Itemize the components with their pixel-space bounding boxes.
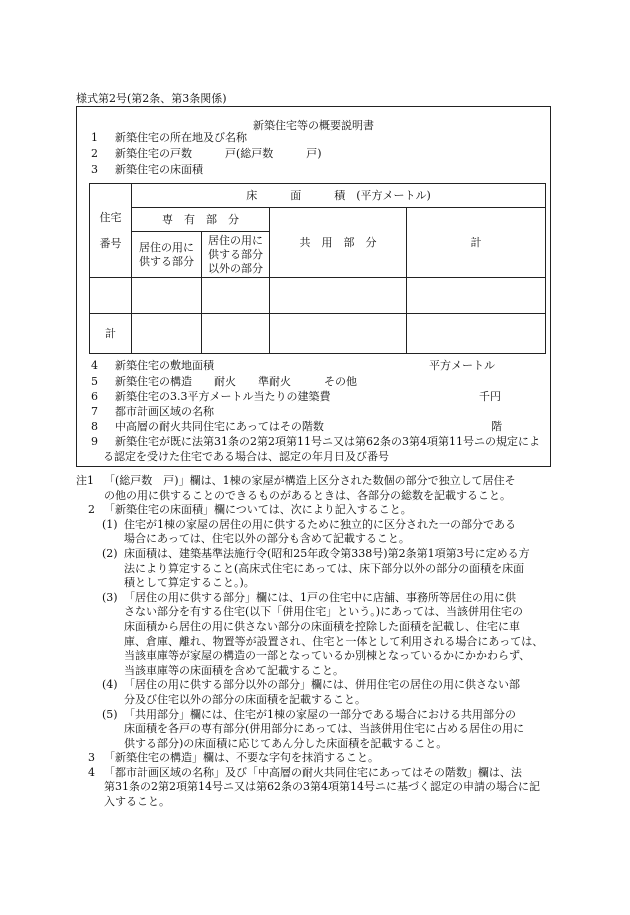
residential-part-header: 居住の用に 供する部分 — [132, 232, 202, 278]
exclusive-part-header: 専 有 部 分 — [132, 208, 270, 232]
item-6-unit: 千円 — [479, 390, 501, 403]
table-row — [90, 278, 546, 314]
note-2: 2 「新築住宅の床面積」欄については、次により記入すること。 — [88, 503, 412, 517]
total-row-label: 計 — [90, 314, 132, 354]
non-residential-part-header: 居住の用に 供する部分 以外の部分 — [202, 232, 270, 278]
non-residential-area-cell[interactable] — [202, 278, 270, 314]
housing-number-cell[interactable] — [90, 278, 132, 314]
item-7: 7 都市計画区域の名称 — [91, 405, 214, 418]
total-residential-cell[interactable] — [132, 314, 202, 354]
item-8: 8 中高層の耐火共同住宅にあってはその階数 — [91, 420, 324, 433]
housing-number-header: 住宅 番号 — [90, 184, 132, 278]
floor-area-header: 床 面 積 (平方メートル) — [132, 184, 546, 208]
floor-area-table — [89, 183, 546, 354]
form-number: 様式第2号(第2条、第3条関係) — [76, 92, 227, 105]
note-2-sub-1: (1) 住宅が1棟の家屋の居住の用に供するために独立的に区分された一の部分である 場合にあっては、住宅以外の部分も含めて記載すること。 — [102, 517, 516, 546]
item-9: 9 新築住宅が既に法第31条の2第2項第11号ニ又は第62条の3第4項第11号ニの規定によ — [91, 435, 540, 448]
total-row — [90, 314, 546, 354]
notes-section — [76, 474, 556, 810]
common-area-cell[interactable] — [270, 278, 407, 314]
note-2-sub-5: (5) 「共用部分」欄には、住宅が1棟の家屋の一部分である場合における共用部分の 床面積を各戸の専有部分(併用部分にあっては、当該併用住宅に占める居住の用に 供する部分)の床面積に応じてあん分した床面積を記載すること。 — [102, 707, 525, 750]
item-1: 1 新築住宅の所在地及び名称 — [91, 131, 247, 144]
note-2-sub-4: (4) 「居住の用に供する部分以外の部分」欄には、併用住宅の居住の用に供さない部 分及び住宅以外の部分の床面積を記載すること。 — [102, 678, 520, 706]
summary-frame — [76, 106, 551, 467]
total-total-cell[interactable] — [407, 314, 546, 354]
note-4: 4 「都市計画区域の名称」及び「中高層の耐火共同住宅にあってはその階数」欄は、法 第31条の2第2項第14号ニ又は第62条の3第4項第14号ニに基づく認定の申請の場合に記 入すること。 — [88, 765, 540, 809]
item-6: 6 新築住宅の3.3平方メートル当たりの建築費 — [91, 390, 331, 403]
document-title: 新築住宅等の概要説明書 — [253, 119, 374, 132]
item-4: 4 新築住宅の敷地面積 — [91, 359, 214, 372]
item-5: 5 新築住宅の構造 耐火 準耐火 その他 — [91, 375, 357, 388]
item-3: 3 新築住宅の床面積 — [91, 163, 203, 176]
item-9-continuation: る認定を受けた住宅である場合は、認定の年月日及び番号 — [103, 450, 389, 463]
total-non-residential-cell[interactable] — [202, 314, 270, 354]
note-2-sub-3: (3) 「居住の用に供する部分」欄には、1戸の住宅中に店舗、事務所等居住の用に供 さない部分を有する住宅(以下「併用住宅」という。)にあっては、当該併用住宅の 床面積から居住の用に供さない部分の床面積を控除した面積を記載し、住宅に車 庫、倉庫、離れ、物置等が設置され、住宅と一体として利用される場合にあっては、 当該車庫等が家屋の構造の一部となっているか別棟となっているかにかかわらず、 当該車庫等の床面積を含めて記載すること。 — [102, 590, 544, 677]
item-2: 2 新築住宅の戸数 戸(総戸数 戸) — [91, 147, 322, 160]
total-common-cell[interactable] — [270, 314, 407, 354]
note-2-sub-2: (2) 床面積は、建築基準法施行令(昭和25年政令第338号)第2条第1項第3号に定める方 法により算定すること(高床式住宅にあっては、床下部分以外の部分の面積を床面 積として算定すること。)。 — [102, 546, 530, 590]
item-4-unit: 平方メートル — [429, 359, 495, 372]
note-1: 注1 「(総戸数 戸)」欄は、1棟の家屋が構造上区分された数個の部分で独立して居住そ の他の用に供することのできるものがあるときは、各部分の総数を記載すること。 — [76, 474, 516, 502]
item-8-unit: 階 — [491, 420, 502, 433]
total-area-cell[interactable] — [407, 278, 546, 314]
common-part-header: 共 用 部 分 — [270, 208, 407, 278]
total-header: 計 — [407, 208, 546, 278]
residential-area-cell[interactable] — [132, 278, 202, 314]
note-3: 3 「新築住宅の構造」欄は、不要な字句を抹消すること。 — [88, 751, 379, 765]
